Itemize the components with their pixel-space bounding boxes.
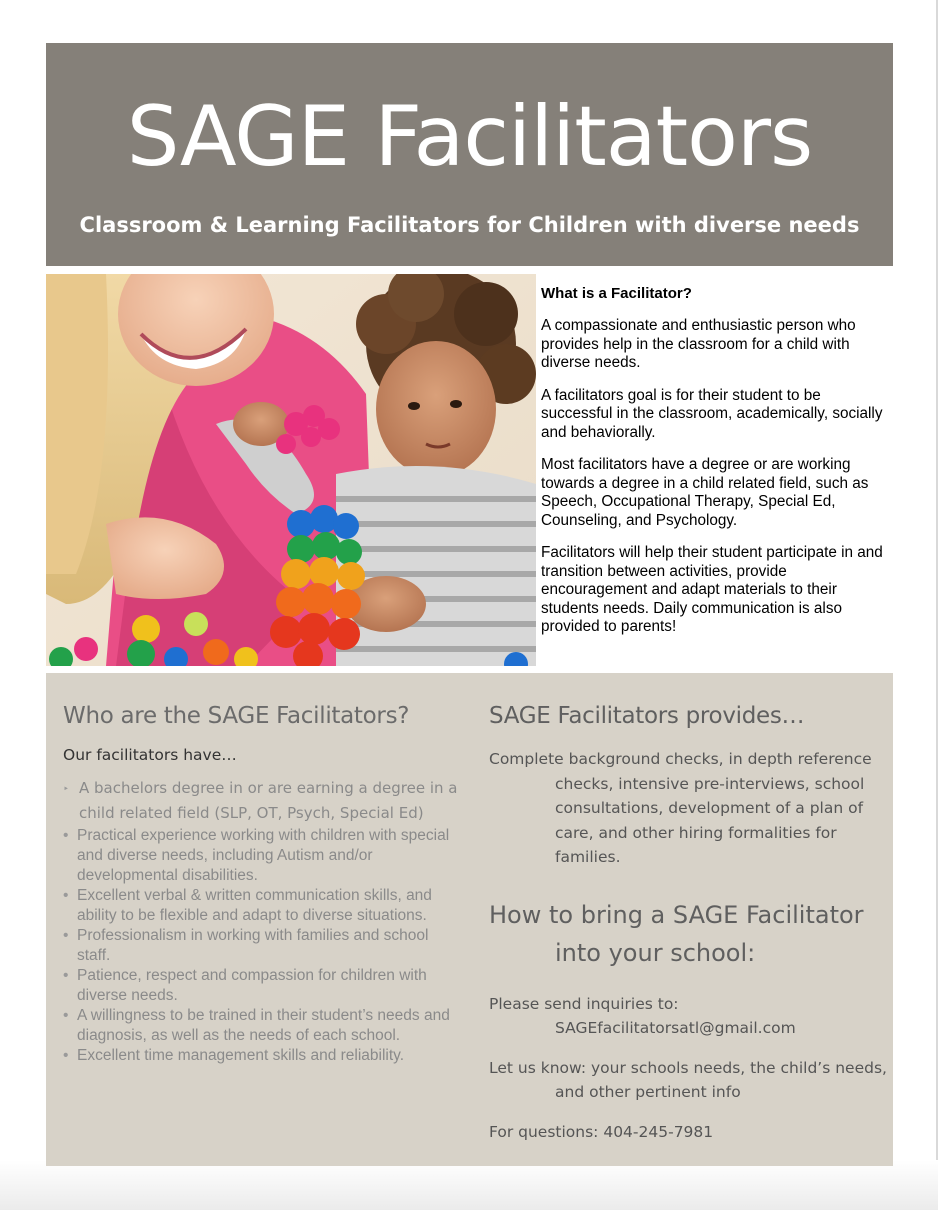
what-heading: What is a Facilitator? [541,285,692,302]
page-shadow [0,1160,938,1210]
bullet-icon: • [63,1047,69,1064]
bullet-icon: • [63,1007,69,1024]
howto-title: How to bring a SAGE Facilitator into your school: [489,900,864,967]
list-item: • Practical experience working with children with special and diverse needs, including Autism and/or developmental disabilities. [63,827,450,884]
what-paragraph: A facilitators goal is for their student to be successful in the classroom, academically, socially and behaviorally. [541,386,883,441]
bullet-icon: • [63,827,69,844]
what-is-facilitator-section [541,285,896,651]
list-item: • Excellent verbal & written communication skills, and ability to be flexible and adapt to diverse situations. [63,887,432,924]
triangle-bullet-icon: ‣ [63,784,69,795]
who-section [63,703,458,1066]
contact-email[interactable]: SAGEfacilitatorsatl@gmail.com [555,1019,796,1037]
list-item: • Excellent time management skills and reliability. [63,1047,405,1064]
what-paragraph: A compassionate and enthusiastic person who provides help in the classroom for a child with diverse needs. [541,317,856,371]
inquiries-label: Please send inquiries to: [489,994,679,1013]
hero-photo [46,274,536,666]
list-item: • A willingness to be trained in their student’s needs and diagnosis, as well as the needs of each school. [63,1007,450,1044]
let-us-know-text: Let us know: your schools needs, the child’s needs, and other pertinent info [489,1058,887,1101]
header-banner [46,43,893,266]
provides-section [489,703,889,1159]
contact-info [489,992,889,1145]
bullet-icon: • [63,887,69,904]
provides-title: SAGE Facilitators provides… [489,703,805,729]
info-panel [46,673,893,1166]
bullet-icon: • [63,967,69,984]
list-item: ‣ A bachelors degree in or are earning a degree in a child related field (SLP, OT, Psych, Special Ed) [63,779,458,822]
who-title: Who are the SAGE Facilitators? [63,703,410,729]
questions-phone: For questions: 404-245-7981 [489,1122,714,1141]
photo-illustration-icon [46,274,536,666]
bullet-icon: • [63,927,69,944]
page-subtitle: Classroom & Learning Facilitators for Children with diverse needs [79,213,860,237]
what-paragraph: Most facilitators have a degree or are working towards a degree in a child related field, such as Speech, Occupational Therapy, Special Ed, Counseling, and Psychology. [541,456,869,529]
provides-text: Complete background checks, in depth reference checks, intensive pre-interviews, school consultations, development of a plan of care, and other hiring formalities for families. [489,750,872,866]
list-item: • Professionalism in working with families and school staff. [63,927,429,964]
who-lead: Our facilitators have… [63,746,237,764]
what-paragraph: Facilitators will help their student participate in and transition between activities, provide encouragement and adapt materials to their students needs. Daily communication is also provided to parents! [541,544,883,635]
page-title: SAGE Facilitators [126,88,813,185]
qualifications-list [63,776,458,1066]
list-item: • Patience, respect and compassion for children with diverse needs. [63,967,427,1004]
